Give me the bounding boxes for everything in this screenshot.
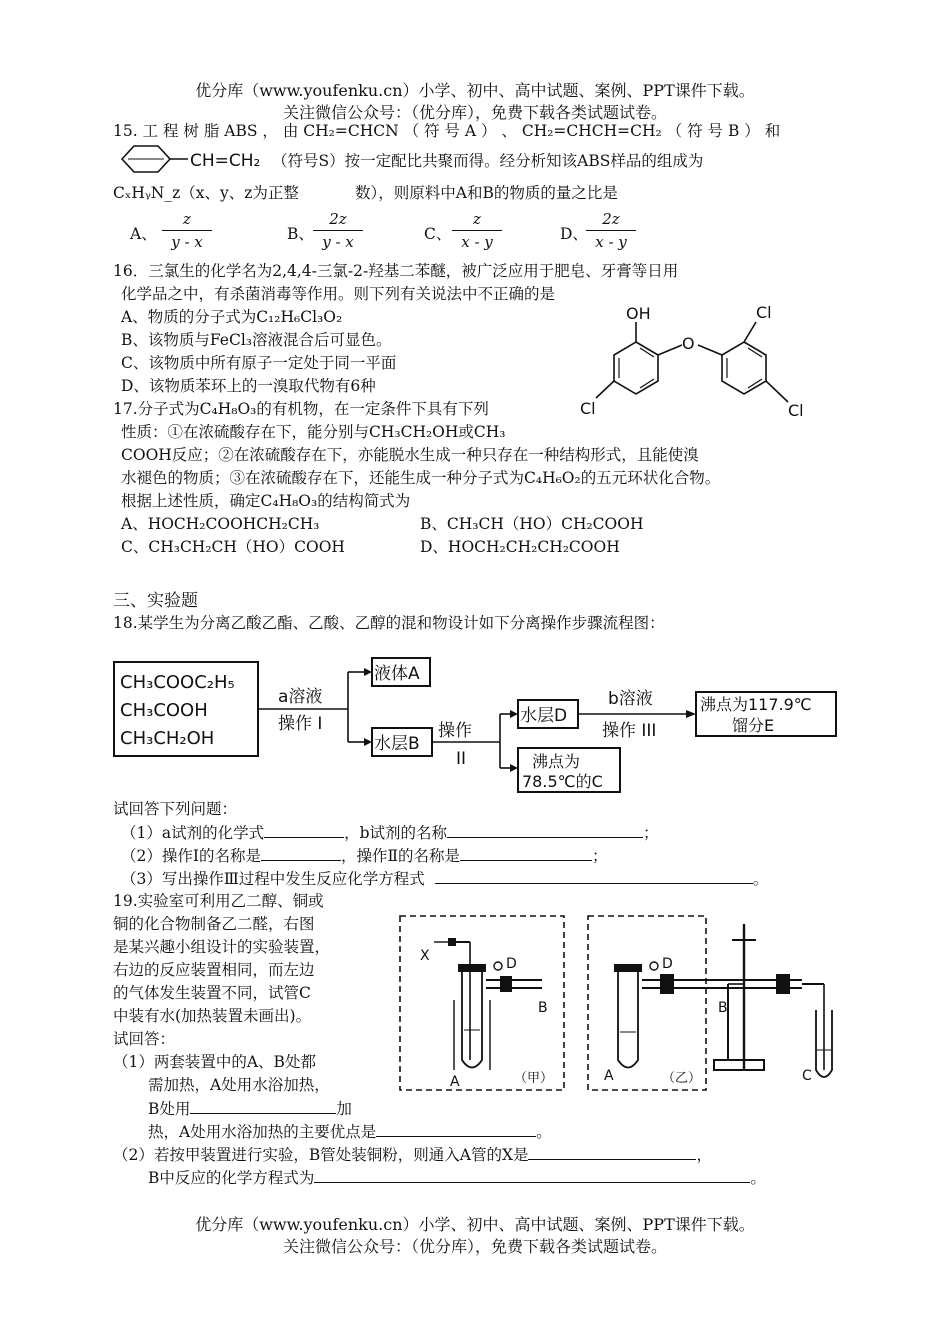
q18-s3-part-a: （3）写出操作Ⅲ过程中发生反应化学方程式: [121, 870, 425, 888]
q15-option-d-label: D、: [560, 225, 588, 243]
reagent-a-label: a溶液: [278, 687, 323, 707]
cl-bond-right: [766, 381, 788, 402]
q19-line-4: 右边的反应装置相同，而左边: [113, 961, 315, 979]
valve-jia: [448, 938, 456, 946]
header-line-1: 优分库（www.youfenku.cn）小学、初中、高中试题、案例、PPT课件下载。: [195, 81, 755, 100]
operation-2-label-a: 操作: [438, 721, 472, 741]
option-c-numerator: z: [473, 210, 481, 228]
q17-line-1: 17.分子式为C₄H₈O₃的有机物，在一定条件下具有下列: [113, 400, 489, 418]
q19-s1-line-4: [148, 1120, 552, 1143]
label-yi: （乙）: [662, 1071, 702, 1086]
option-c-denominator: x - y: [461, 233, 493, 251]
ether-bond-right: [698, 345, 722, 355]
q15-option-a-fraction: [162, 210, 212, 251]
q17-line-2: 性质：①在浓硫酸存在下，能分别与CH₃CH₂OH或CH₃: [121, 423, 506, 441]
mixture-line-3: CH₃CH₂OH: [120, 728, 215, 749]
q19-s2-line-2: [148, 1166, 766, 1189]
styrene-structure: [112, 142, 272, 176]
product-e-line-2: 馏分E: [732, 716, 775, 735]
product-e-line-1: 沸点为117.9℃: [700, 695, 812, 714]
q18-s2: [121, 844, 608, 867]
q18-s2-part-c: ；: [592, 847, 608, 865]
answer-blank-advantage[interactable]: [376, 1120, 536, 1137]
arrowhead-d: [510, 710, 518, 718]
q19-line-3: 是某兴趣小组设计的实验装置，: [113, 938, 331, 956]
q19-s1-line-3: [148, 1097, 352, 1120]
answer-blank-op1[interactable]: [261, 844, 341, 861]
label-a-jia: A: [450, 1074, 460, 1090]
operation-3-label: 操作 III: [602, 721, 657, 741]
q18-s1-part-c: ；: [643, 824, 659, 842]
answer-blank-x-gas[interactable]: [528, 1143, 696, 1160]
mixture-line-2: CH₃COOH: [120, 700, 208, 721]
oh-label: OH: [626, 304, 651, 323]
q19-s1-line-1: （1）两套装置中的A、B处都: [113, 1053, 316, 1071]
product-c-line-1: 沸点为: [532, 752, 581, 771]
footer-line-2: 关注微信公众号：（优分库），免费下载各类试题试卷。: [282, 1237, 667, 1256]
stopper-jia: [458, 964, 486, 972]
answer-blank-b-equation[interactable]: [314, 1166, 750, 1183]
label-d-yi: D: [662, 956, 673, 972]
answer-blank-b-name[interactable]: [447, 821, 643, 838]
arrowhead-a: [364, 668, 372, 676]
answer-blank-equation[interactable]: [435, 867, 753, 884]
q19-s1-line-4-part-a: 热，A处用水浴加热的主要优点是: [148, 1123, 377, 1141]
label-d-jia: D: [506, 956, 517, 972]
q18-intro: 18.某学生为分离乙酸乙酯、乙酸、乙醇的混和物设计如下分离操作步骤流程图：: [113, 614, 665, 632]
q17-line-4: 水褪色的物质；③在浓硫酸存在下，还能生成一种分子式为C₄H₆O₂的五元环状化合物。: [121, 469, 721, 487]
q18-s3-part-b: 。: [752, 870, 769, 888]
q18-s2-part-a: （2）操作Ⅰ的名称是: [121, 847, 261, 865]
q19-s2-line-2-part-a: B中反应的化学方程式为: [148, 1169, 315, 1187]
q19-s1-line-3-part-a: B处用: [148, 1100, 191, 1118]
label-b-jia: B: [538, 1000, 548, 1016]
stand-base: [714, 1060, 764, 1070]
arrowhead-c: [510, 764, 518, 772]
q15-option-c-label: C、: [424, 225, 452, 243]
cl-top-label: Cl: [756, 303, 772, 322]
option-d-numerator: 2z: [602, 210, 620, 228]
q15-option-c-fraction: [452, 210, 502, 251]
q17-option-d: D、HOCH₂CH₂CH₂COOH: [420, 538, 620, 556]
option-d-denominator: x - y: [595, 233, 627, 251]
section-title: 三、实验题: [113, 591, 198, 611]
operation-1-label: 操作 I: [278, 714, 323, 734]
ether-o-label: O: [682, 334, 695, 353]
q18-s1-part-b: ，b试剂的名称: [344, 824, 448, 842]
mixture-line-1: CH₃COOC₂H₅: [120, 672, 235, 693]
q15-option-d-fraction: [586, 210, 636, 251]
label-b-yi: B: [718, 1000, 728, 1016]
q18-s1-part-a: （1）a试剂的化学式: [121, 824, 265, 842]
q16-option-d: D、该物质苯环上的一溴取代物有6种: [121, 377, 376, 395]
q17-line-5: 根据上述性质，确定C₄H₈O₃的结构简式为: [121, 492, 411, 510]
q18-s2-part-b: ，操作Ⅱ的名称是: [341, 847, 461, 865]
ether-bond-left: [658, 345, 682, 355]
apparatus-figure: [392, 910, 842, 1096]
q15-line-1: 15. 工 程 树 脂 ABS ， 由 CH₂=CHCN （ 符 号 A ） 、 CH₂=CHCH=CH₂ （ 符 号 B ） 和: [113, 122, 781, 140]
water-d-label: 水层D: [520, 706, 568, 726]
triclosan-structure: [570, 298, 840, 426]
q19-line-1: 19.实验室可利用乙二醇、铜或: [113, 892, 324, 910]
q19-line-7: 试回答：: [113, 1030, 176, 1048]
label-c: C: [802, 1068, 812, 1084]
frame-yi: [588, 916, 706, 1090]
b-joint-left: [660, 974, 674, 994]
reagent-b-label: b溶液: [608, 689, 653, 709]
bulb-d-yi: [650, 962, 658, 970]
q19-line-2: 铜的化合物制备乙二醛，右图: [113, 915, 315, 933]
bulb-d-jia: [494, 962, 502, 970]
q19-s2-line-1-part-b: ，: [696, 1146, 712, 1164]
q19-s2-line-1-part-a: （2）若按甲装置进行实验，B管处装铜粉，则通入A管的X是: [113, 1146, 529, 1164]
q15-line-2: （符号S）按一定配比共聚而得。经分析知该ABS样品的组成为: [272, 152, 704, 170]
operation-2-label-b: II: [456, 749, 467, 769]
answer-blank-a-formula[interactable]: [264, 821, 344, 838]
q17-option-a: A、HOCH₂COOHCH₂CH₃: [121, 515, 320, 533]
q19-line-6: 中装有水(加热装置未画出)。: [113, 1007, 312, 1025]
arrowhead-b: [364, 738, 372, 746]
q18-ask: 试回答下列问题：: [113, 800, 238, 818]
left-ring: [614, 342, 658, 394]
q15-option-a-label: A、: [130, 225, 157, 243]
right-ring: [722, 342, 766, 394]
label-jia: （甲）: [514, 1071, 554, 1086]
q19-s1-line-3-part-b: 加: [336, 1100, 352, 1118]
q18-s1: [121, 821, 659, 844]
footer-line-1: 优分库（www.youfenku.cn）小学、初中、高中试题、案例、PPT课件下载。: [195, 1215, 755, 1234]
q17-line-3: COOH反应；②在浓硫酸存在下，亦能脱水生成一种只存在一种结构形式，且能使溴: [121, 446, 699, 464]
label-x: X: [420, 948, 430, 964]
stopper-yi: [614, 964, 642, 972]
option-b-numerator: 2z: [329, 210, 347, 228]
q15-line-3a: CₓHᵧN_z（x、y、z为正整: [113, 184, 299, 202]
q16-line-2: 化学品之中，有杀菌消毒等作用。则下列有关说法中不正确的是: [121, 285, 556, 303]
joint-jia: [500, 976, 512, 992]
arrowhead-e: [686, 710, 696, 718]
q16-option-a: A、物质的分子式为C₁₂H₆Cl₃O₂: [121, 308, 343, 326]
cl-left-label: Cl: [580, 399, 596, 418]
option-b-denominator: y - x: [322, 233, 354, 251]
option-a-numerator: z: [183, 210, 191, 228]
q19-s2-line-2-part-b: 。: [750, 1169, 766, 1187]
cl-bond-top: [744, 322, 756, 342]
q19-s2-line-1: [113, 1143, 712, 1166]
q18-s3: [121, 867, 768, 890]
answer-blank-op2[interactable]: [460, 844, 592, 861]
q19-s1-line-2: 需加热，A处用水浴加热，: [148, 1076, 330, 1094]
q16-option-c: C、该物质中所有原子一定处于同一平面: [121, 354, 397, 372]
answer-blank-b-heating[interactable]: [190, 1097, 336, 1114]
b-joint-right: [776, 974, 790, 994]
product-c-line-2: 78.5℃的C: [522, 772, 603, 791]
water-b-label: 水层B: [374, 734, 420, 754]
q16-option-b: B、该物质与FeCl₃溶液混合后可显色。: [121, 331, 392, 349]
liquid-a-label: 液体A: [374, 664, 420, 684]
label-a-yi: A: [604, 1068, 614, 1084]
q15-line-3b: 数），则原料中A和B的物质的量之比是: [355, 184, 618, 202]
q17-option-c: C、CH₃CH₂CH（HO）COOH: [121, 538, 345, 556]
tube-a-yi: [618, 970, 638, 1068]
separation-flowchart: [110, 652, 850, 797]
tube-a-jia: [462, 970, 482, 1068]
cl-bond-left: [596, 381, 614, 398]
option-a-denominator: y - x: [171, 233, 203, 251]
q15-option-b-fraction: [313, 210, 363, 251]
q19-s1-line-4-part-b: 。: [536, 1123, 552, 1141]
cl-right-label: Cl: [788, 401, 804, 420]
styrene-vinyl-label: CH=CH₂: [190, 151, 261, 171]
q19-line-5: 的气体发生装置不同，试管C: [113, 984, 311, 1002]
q16-line-1: 16．三氯生的化学名为2,4,4-三氯-2-羟基二苯醚，被广泛应用于肥皂、牙膏等日用: [113, 262, 679, 280]
header-line-2: 关注微信公众号：（优分库），免费下载各类试题试卷。: [282, 103, 667, 122]
q15-option-b-label: B、: [287, 225, 314, 243]
q17-option-b: B、CH₃CH（HO）CH₂COOH: [420, 515, 644, 533]
